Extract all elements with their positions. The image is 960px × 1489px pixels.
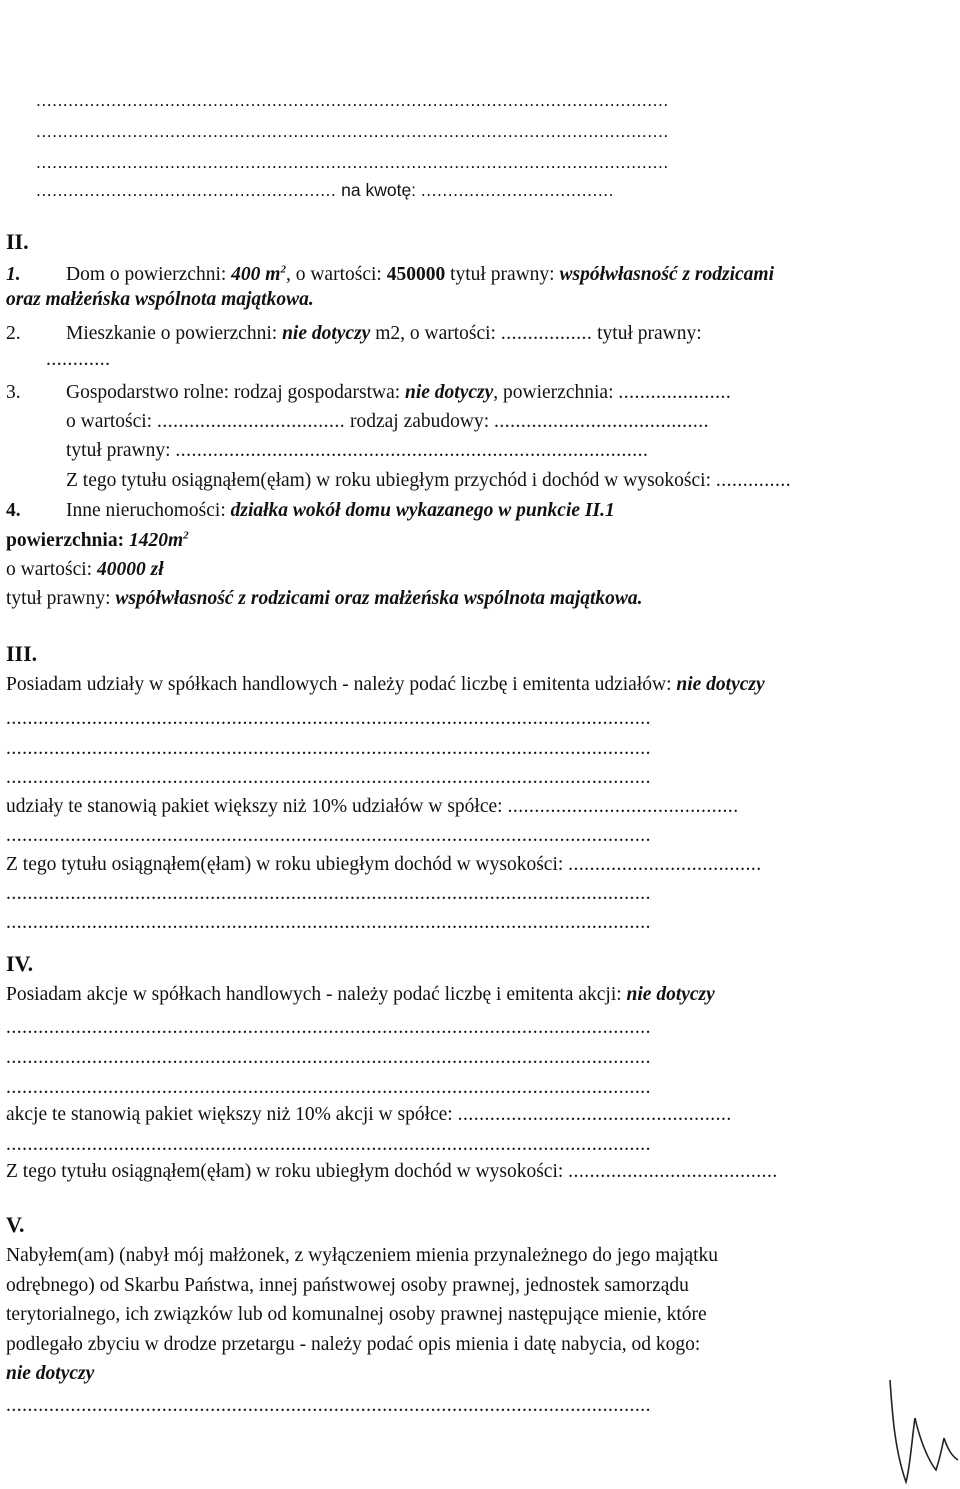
section-iii-dots-3: ........................................................................................................................ bbox=[6, 767, 651, 788]
farm-area-label: , powierzchnia: bbox=[493, 382, 619, 403]
farm-type-label: Gospodarstwo rolne: rodzaj gospodarstwa: bbox=[66, 382, 406, 403]
item-ii-3-line-1 bbox=[66, 381, 731, 405]
farm-title-dots: ........................................................................................ bbox=[175, 440, 649, 461]
section-v-para-line-2: odrębnego) od Skarbu Państwa, innej państwowej osoby prawnej, jednostek samorządu bbox=[6, 1275, 689, 1296]
item-ii-1-line-1 bbox=[66, 263, 774, 287]
top-amount-line bbox=[36, 178, 614, 202]
stocks-value: nie dotyczy bbox=[626, 984, 715, 1005]
section-iv-package-line bbox=[6, 1103, 732, 1127]
stocks-package-label: akcje te stanowią pakiet większy niż 10% akcji w spółce: bbox=[6, 1104, 458, 1125]
shares-package-label: udziały te stanowią pakiet większy niż 10% udziałów w spółce: bbox=[6, 796, 508, 817]
other-value-label: o wartości: bbox=[6, 559, 97, 580]
section-v-heading: V. bbox=[6, 1212, 25, 1237]
farm-value-label: o wartości: bbox=[66, 411, 157, 432]
house-title-label: tytuł prawny: bbox=[445, 264, 560, 285]
amount-dots-left: ........................................................ bbox=[36, 180, 337, 200]
section-iv-dots-3: ........................................................................................................................ bbox=[6, 1077, 651, 1098]
house-value: 450000 bbox=[386, 264, 446, 285]
section-iv-dots-1: ........................................................................................................................ bbox=[6, 1017, 651, 1038]
section-iii-dots-2: ........................................................................................................................ bbox=[6, 738, 651, 759]
stocks-income-label: Z tego tytułu osiągnąłem(ęłam) w roku ubiegłym dochód w wysokości: bbox=[6, 1161, 569, 1182]
top-dots-line-3: ...................................................................................................................... bbox=[36, 152, 669, 172]
shares-income-label: Z tego tytułu osiągnąłem(ęłam) w roku ubiegłym dochód w wysokości: bbox=[6, 854, 569, 875]
shares-value: nie dotyczy bbox=[676, 674, 765, 695]
section-v-answer: nie dotyczy bbox=[6, 1363, 95, 1384]
section-v-para-line-1: Nabyłem(am) (nabył mój małżonek, z wyłączeniem mienia przynależnego do jego majątku bbox=[6, 1245, 719, 1266]
item-ii-2-dots: ............ bbox=[46, 349, 111, 370]
section-iii-shares-line bbox=[6, 673, 765, 697]
section-iv-dots-4: ........................................................................................................................ bbox=[6, 1134, 651, 1155]
section-iii-dots-1: ........................................................................................................................ bbox=[6, 708, 651, 729]
item-ii-1-line-2: oraz małżeńska wspólnota majątkowa. bbox=[6, 289, 314, 310]
other-title-value: współwłasność z rodzicami oraz małżeńska wspólnota majątkowa. bbox=[115, 588, 643, 609]
stocks-label: Posiadam akcje w spółkach handlowych - należy podać liczbę i emitenta akcji: bbox=[6, 984, 627, 1005]
item-ii-2-line-1 bbox=[66, 322, 702, 346]
apartment-area-value: nie dotyczy bbox=[282, 323, 371, 344]
section-iv-heading: IV. bbox=[6, 951, 34, 976]
stocks-income-dots: ....................................... bbox=[568, 1161, 778, 1182]
farm-title-label: tytuł prawny: bbox=[66, 440, 176, 461]
apartment-value-label: m2, o wartości: bbox=[370, 323, 501, 344]
section-iii-dots-5: ........................................................................................................................ bbox=[6, 883, 651, 904]
top-dots-line-1: ...................................................................................................................... bbox=[36, 90, 669, 110]
house-area-value: 400 m bbox=[231, 264, 281, 285]
item-ii-3-line-4 bbox=[66, 469, 791, 493]
item-ii-4-number: 4. bbox=[6, 500, 21, 521]
section-iv-dots-2: ........................................................................................................................ bbox=[6, 1047, 651, 1068]
other-title-label: tytuł prawny: bbox=[6, 588, 116, 609]
section-v-para-line-4: podlegało zbyciu w drodze przetargu - należy podać opis mienia i datę nabycia, od kogo: bbox=[6, 1334, 701, 1355]
farm-buildings-label: rodzaj zabudowy: bbox=[345, 411, 495, 432]
apartment-area-label: Mieszkanie o powierzchni: bbox=[66, 323, 283, 344]
item-ii-4-line-2 bbox=[6, 529, 189, 553]
section-iii-package-line bbox=[6, 795, 739, 819]
farm-buildings-dots: ........................................ bbox=[494, 411, 710, 432]
top-dots-line-2: ...................................................................................................................... bbox=[36, 121, 669, 141]
shares-income-dots: .................................... bbox=[568, 854, 762, 875]
apartment-title-label: tytuł prawny: bbox=[592, 323, 702, 344]
item-ii-3-line-2 bbox=[66, 410, 709, 434]
section-v-dots-1: ........................................................................................................................ bbox=[6, 1395, 651, 1416]
handwritten-initials bbox=[888, 1378, 960, 1489]
farm-income-label: Z tego tytułu osiągnąłem(ęłam) w roku ubiegłym przychód i dochód w wysokości: bbox=[66, 470, 716, 491]
house-value-label: , o wartości: bbox=[285, 264, 387, 285]
item-ii-1-number: 1. bbox=[6, 264, 21, 285]
farm-area-dots: ..................... bbox=[618, 382, 732, 403]
house-title-value: współwłasność z rodzicami bbox=[559, 264, 775, 285]
item-ii-4-line-1 bbox=[66, 499, 615, 523]
section-iv-stocks-line bbox=[6, 983, 715, 1007]
item-ii-2-number: 2. bbox=[6, 323, 21, 344]
shares-package-dots: ........................................... bbox=[507, 796, 739, 817]
section-v-para-line-3: terytorialnego, ich związków lub od komunalnej osoby prawnej następujące mienie, które bbox=[6, 1304, 707, 1325]
other-property-label: Inne nieruchomości: bbox=[66, 500, 231, 521]
item-ii-3-line-3 bbox=[66, 439, 648, 463]
section-iii-heading: III. bbox=[6, 641, 38, 666]
house-area-sup: 2 bbox=[280, 263, 286, 276]
farm-value-dots: ................................... bbox=[156, 411, 346, 432]
other-area-sup: 2 bbox=[183, 529, 189, 542]
house-area-label: Dom o powierzchni: bbox=[66, 264, 232, 285]
shares-label: Posiadam udziały w spółkach handlowych - należy podać liczbę i emitenta udziałów: bbox=[6, 674, 677, 695]
section-ii-heading: II. bbox=[6, 229, 29, 254]
other-value: 40000 zł bbox=[96, 559, 164, 580]
other-area-label: powierzchnia: bbox=[6, 530, 129, 551]
stocks-package-dots: ................................................... bbox=[457, 1104, 732, 1125]
farm-type-value: nie dotyczy bbox=[405, 382, 494, 403]
section-iii-income-line bbox=[6, 853, 762, 877]
amount-label: na kwotę: bbox=[336, 180, 421, 200]
section-iv-income-line bbox=[6, 1160, 778, 1184]
amount-dots-right: .................................... bbox=[420, 180, 614, 200]
apartment-value-dots: ................. bbox=[500, 323, 593, 344]
item-ii-3-number: 3. bbox=[6, 382, 21, 403]
other-area-value: 1420m bbox=[128, 530, 184, 551]
farm-income-dots: .............. bbox=[715, 470, 792, 491]
section-iii-dots-4: ........................................................................................................................ bbox=[6, 825, 651, 846]
section-iii-dots-6: ........................................................................................................................ bbox=[6, 912, 651, 933]
other-property-value: działka wokół domu wykazanego w punkcie II.1 bbox=[230, 500, 615, 521]
item-ii-4-line-3 bbox=[6, 558, 164, 582]
item-ii-4-line-4 bbox=[6, 587, 643, 611]
